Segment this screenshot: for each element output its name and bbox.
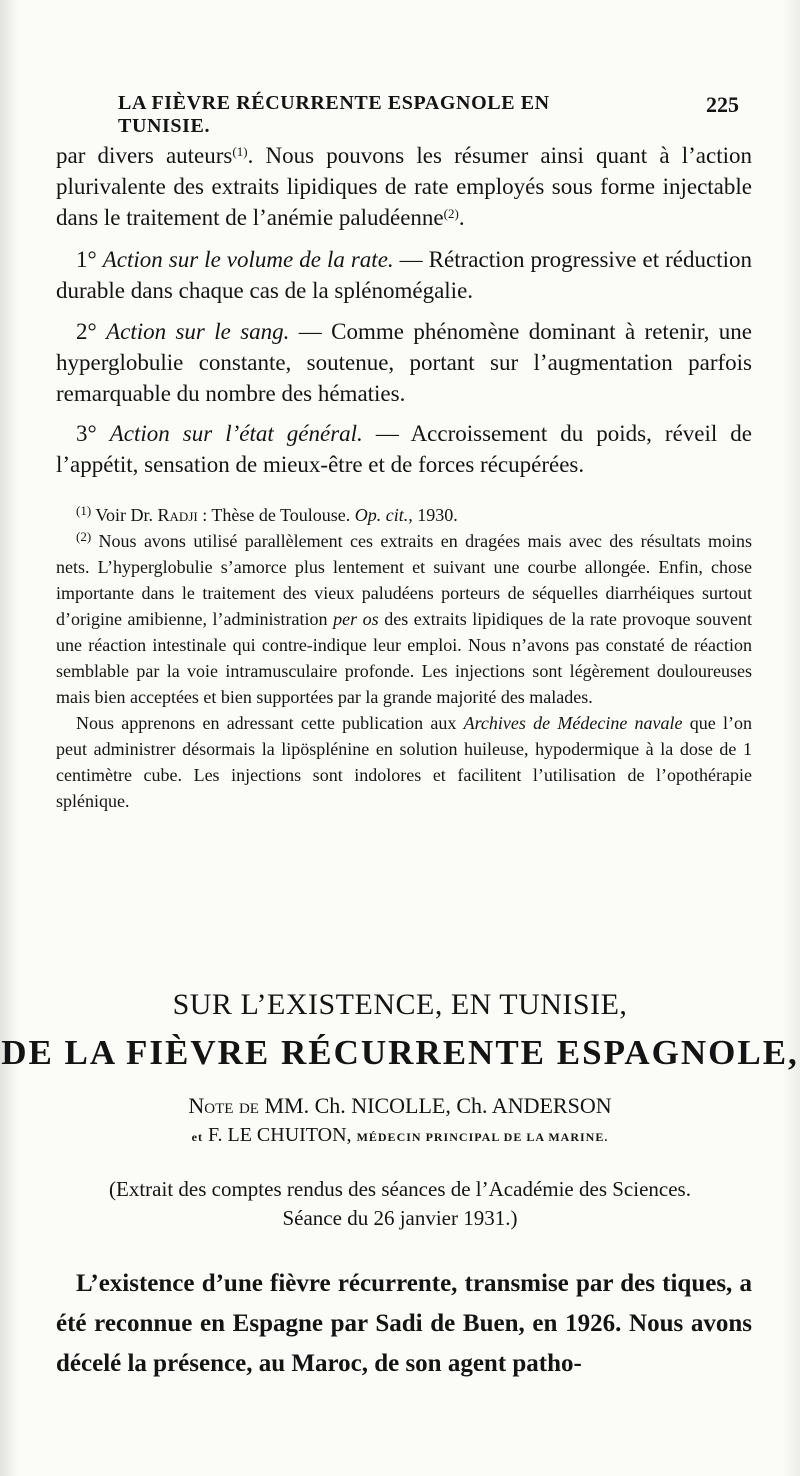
footnote-ref: (1) — [232, 144, 248, 159]
page-number: 225 — [706, 92, 739, 117]
article-title-line-2: DE LA FIÈVRE RÉCURRENTE ESPAGNOLE, — [1, 1033, 799, 1072]
footnote-citation: Op. cit., — [354, 505, 413, 525]
item-title: Action sur le sang. — [106, 319, 290, 344]
footnote-author: Radji — [157, 505, 198, 525]
footnote-text: que l’on peut administrer désormais la lipösplénine en solution huileuse, hypodermique à la dose de 1 centimètre cube. Les injections sont indolores et facilitent l’utilisation de l’opothérapie splénique. — [56, 713, 752, 811]
footnote-ref: (2) — [443, 206, 459, 221]
paragraph-text: . Nous pouvons les résumer ainsi quant à l’action plurivalente des extraits lipidiques de rate employés sous forme injectable dans le traitement de l’anémie paludéenne — [56, 143, 752, 230]
item-number: 3° — [76, 421, 97, 446]
authors-prefix: et — [191, 1130, 203, 1144]
article-paragraph: L’existence d’une fièvre récurrente, transmise par des tiques, a été reconnue en Espagne par Sadi de Buen, en 1926. Nous avons décelé la présence, au Maroc, de son agent patho- — [56, 1270, 752, 1377]
footnote-text: : Thèse de Toulouse. — [197, 505, 355, 525]
paragraph-text: par divers auteurs — [56, 143, 233, 168]
item-number: 2° — [76, 319, 97, 344]
item-text: — Rétraction progressive et réduction durable dans chaque cas de la splénomégalie. — [56, 247, 752, 303]
footnote-text: des extraits lipidiques de la rate provoque souvent une réaction intestinale qui contre-indique leur emploi. Nous n’avons pas constaté de réaction semblable par la voie intramusculaire profonde. Les injections sont légèrement douloureuses mais bien acceptées et bien supportées par la grande majorité des malades. — [56, 609, 752, 707]
article-body — [56, 1264, 752, 1384]
footnote-text: Nous avons utilisé parallèlement ces extraits en dragées mais avec des résultats moins nets. L’hyperglobulie s’amorce plus lentement et suivant une courbe allongée. Enfin, chose importante dans le traitement des vieux paludéens porteurs de séquelles diarrhéiques surtout d’origine amibienne, l’administration — [56, 531, 752, 629]
paragraph-action-general — [56, 418, 752, 480]
footnote-1 — [56, 502, 752, 528]
footnote-text: 1930. — [412, 505, 458, 525]
footnote-text: Voir Dr. — [91, 505, 158, 525]
paragraph-intro — [56, 140, 752, 233]
footnote-journal: Archives de Médecine navale — [463, 713, 683, 733]
paragraph-action-spleen — [56, 244, 752, 306]
footnote-mark: (2) — [76, 529, 92, 544]
paragraph-text: . — [458, 205, 465, 230]
source-note-line-1: (Extrait des comptes rendus des séances de l’Académie des Sciences. — [109, 1177, 691, 1201]
authors-names: Ch. NICOLLE, Ch. ANDERSON — [314, 1093, 612, 1118]
authors-prefix: Note de MM. — [188, 1093, 310, 1118]
author-role: MÉDECIN PRINCIPAL DE LA MARINE. — [356, 1130, 609, 1144]
running-title: LA FIÈVRE RÉCURRENTE ESPAGNOLE EN TUNISIE. — [118, 92, 550, 137]
article-title-line-1: SUR L’EXISTENCE, EN TUNISIE, — [172, 988, 628, 1021]
item-number: 1° — [76, 247, 97, 272]
paragraph-action-blood — [56, 316, 752, 409]
footnotes — [56, 502, 752, 814]
source-note-line-2: Séance du 26 janvier 1931.) — [282, 1206, 518, 1230]
item-text: — Comme phénomène dominant à retenir, une hyperglobulie constante, soutenue, portant sur l’augmentation parfois remarquable du nombre des hématies. — [56, 319, 752, 406]
author-name: F. LE CHUITON, — [207, 1124, 352, 1146]
footnote-mark: (1) — [76, 503, 92, 518]
item-title: Action sur le volume de la rate. — [102, 247, 394, 272]
authors-line-1 — [0, 1093, 800, 1119]
authors-line-2 — [0, 1124, 800, 1147]
footnote-2 — [56, 528, 752, 710]
item-title: Action sur l’état général. — [109, 421, 363, 446]
footnote-latin: per os — [333, 609, 379, 629]
footnote-addendum — [56, 710, 752, 814]
item-text: — Accroissement du poids, réveil de l’appétit, sensation de mieux-être et de forces récupérées. — [56, 421, 752, 477]
footnote-text: Nous apprenons en adressant cette publication aux — [76, 713, 464, 733]
